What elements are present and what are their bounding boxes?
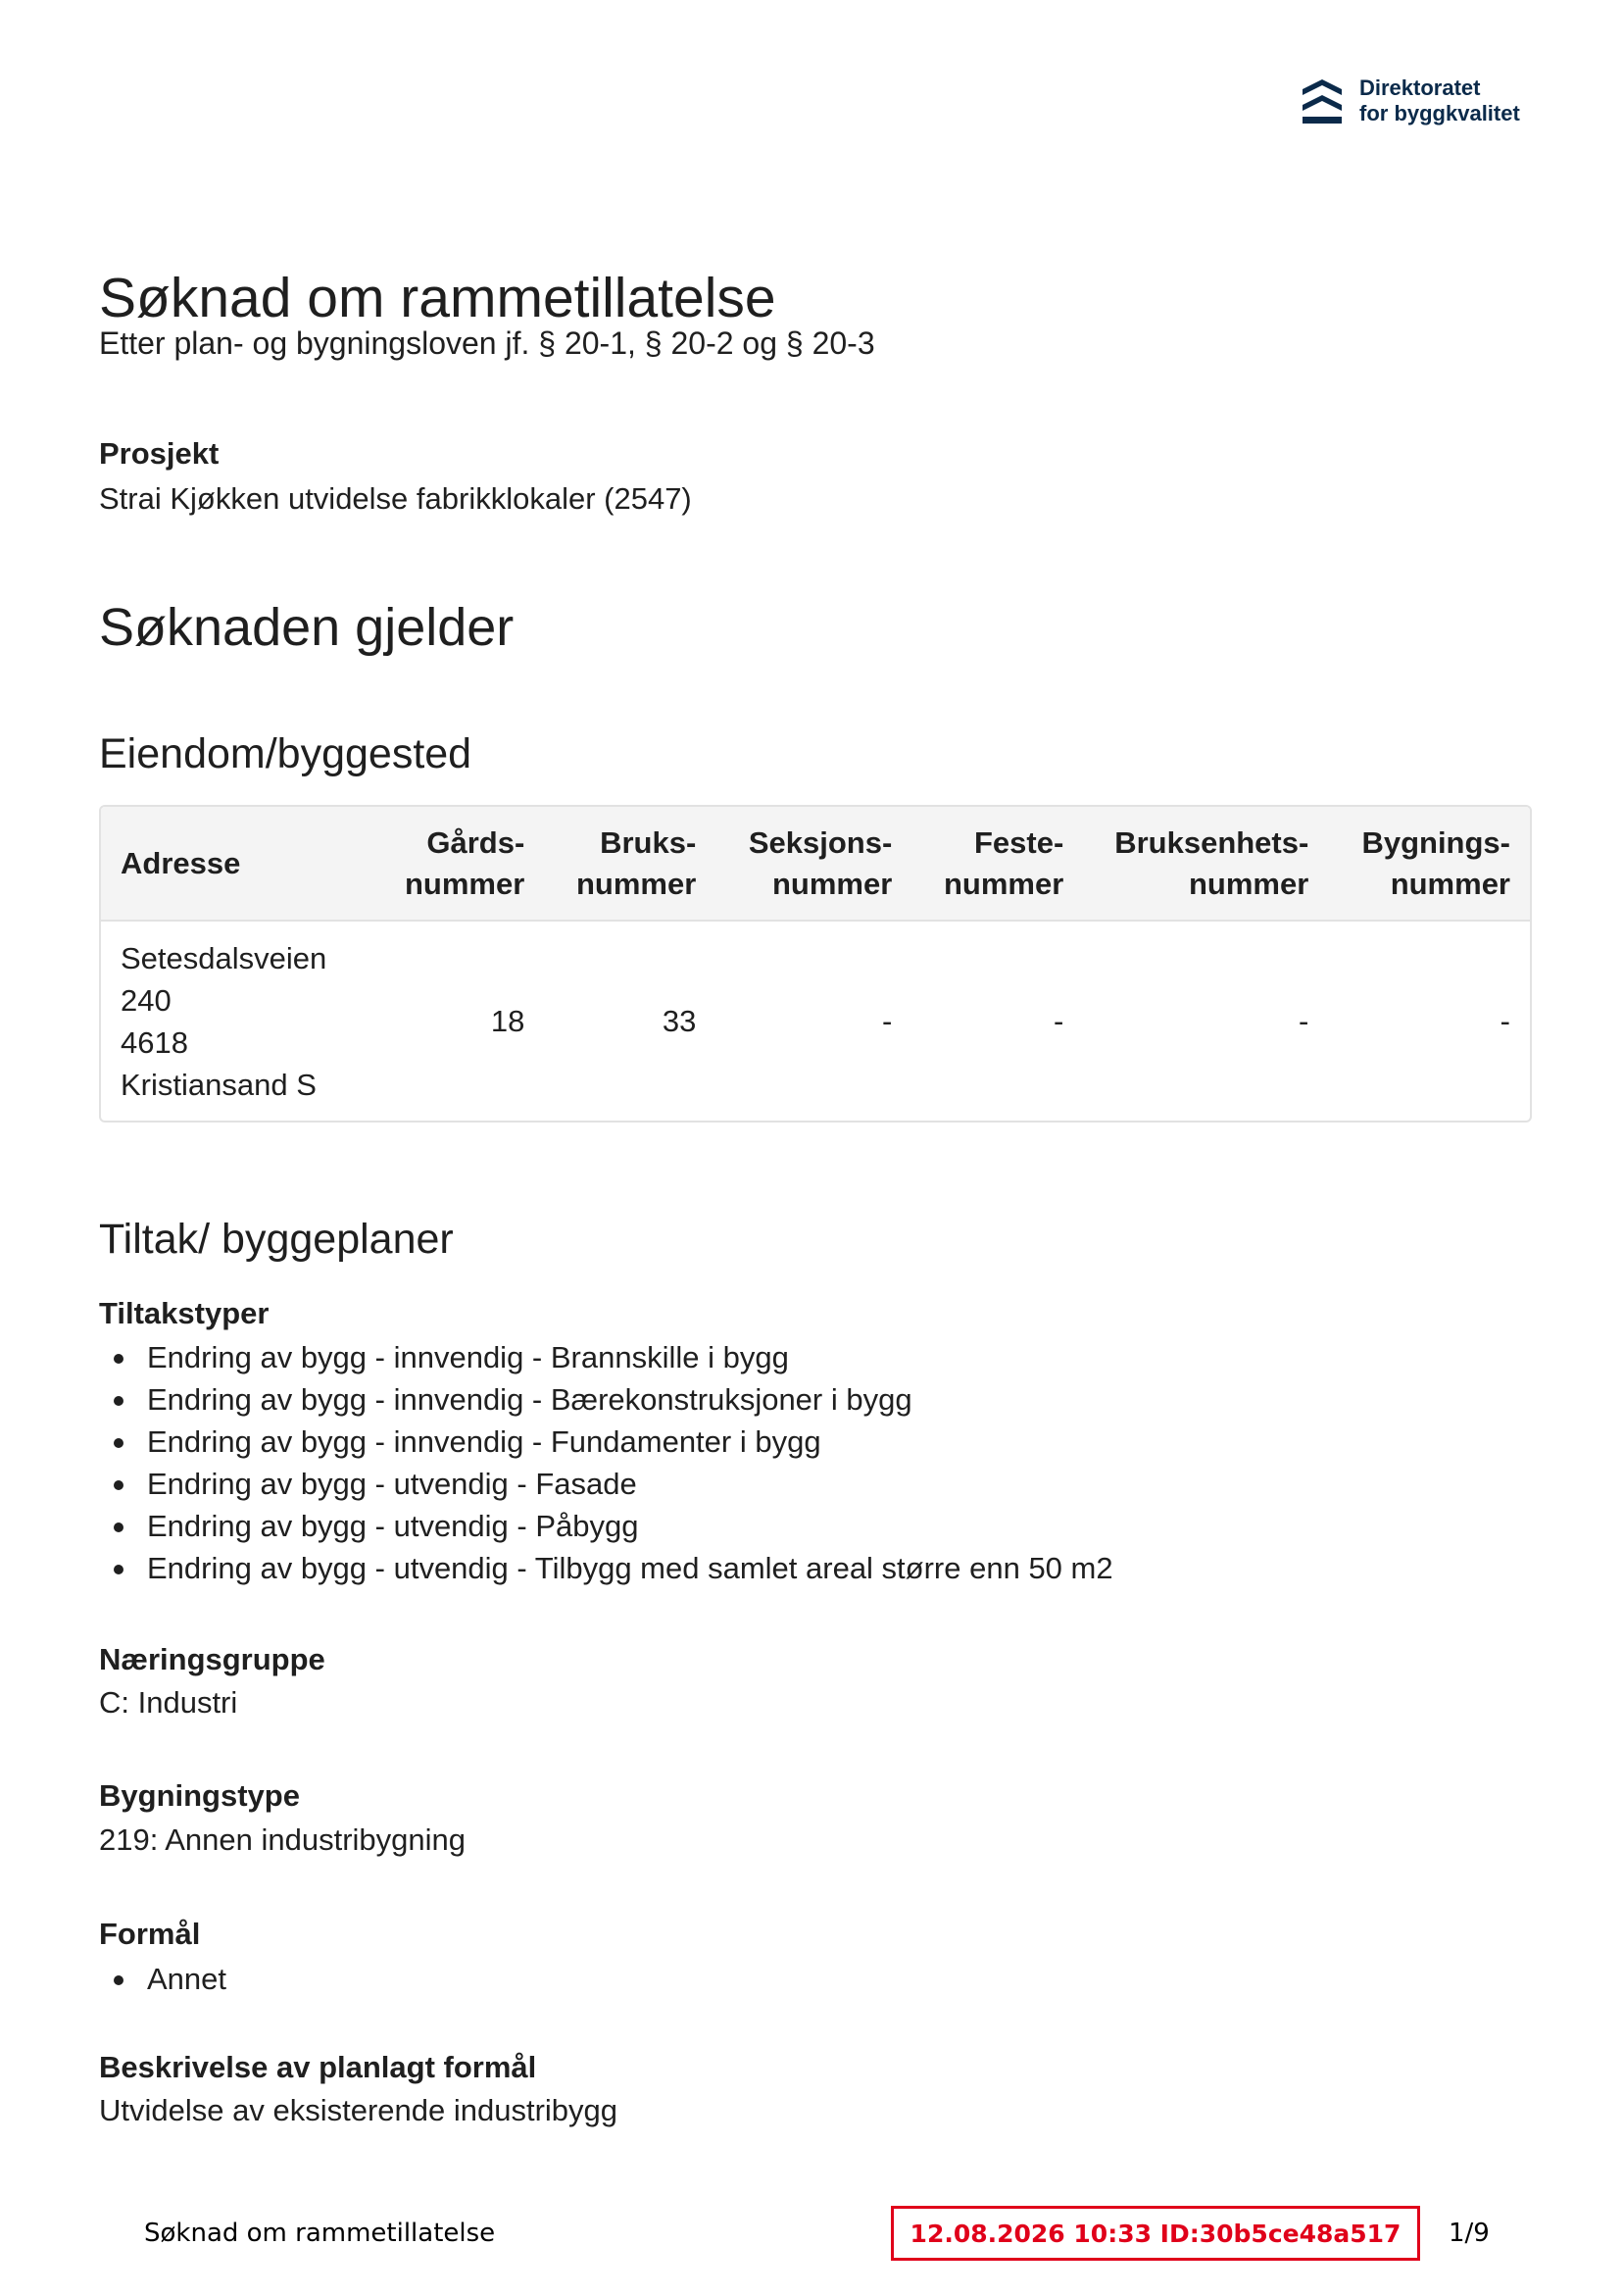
list-item: Endring av bygg - utvendig - Tilbygg med samlet areal større enn 50 m2	[99, 1547, 1113, 1589]
building-type-label: Bygningstype	[99, 1778, 300, 1813]
cell-bygningsnummer: -	[1500, 1004, 1510, 1038]
cell-seksjonsnummer: -	[881, 1004, 893, 1038]
column-header-line2: nummer	[405, 866, 525, 901]
column-header-line1: Feste-	[974, 824, 1064, 860]
column-header-line1: Bruksenhets-	[1114, 824, 1309, 860]
column-header-bruksenhetsnummer	[1083, 807, 1328, 921]
cell-gardsnummer: 18	[490, 1004, 525, 1038]
address-number: 240	[121, 982, 172, 1018]
property-heading: Eiendom/byggested	[99, 730, 472, 777]
measure-types-label: Tiltakstyper	[99, 1296, 270, 1330]
column-header-line1: Gårds-	[426, 824, 525, 860]
project-label: Prosjekt	[99, 436, 220, 471]
column-header-line1: Seksjons-	[748, 824, 893, 860]
logo-line-2: for byggkvalitet	[1359, 101, 1520, 125]
list-item: Endring av bygg - utvendig - Fasade	[99, 1463, 1113, 1505]
column-header-line2: nummer	[1390, 866, 1510, 901]
column-header-line2: nummer	[576, 866, 697, 901]
industry-group-label: Næringsgruppe	[99, 1642, 325, 1676]
column-header-line2: nummer	[944, 866, 1064, 901]
page-number: 1/9	[1449, 2219, 1490, 2248]
property-table	[99, 805, 1532, 1123]
purpose-description-label: Beskrivelse av planlagt formål	[99, 2050, 537, 2084]
purpose-label: Formål	[99, 1917, 201, 1951]
column-header-line1: Bruks-	[600, 824, 697, 860]
document-subtitle: Etter plan- og bygningsloven jf. § 20-1, § 20-2 og § 20-3	[99, 325, 875, 361]
agency-logo	[1301, 75, 1520, 126]
application-heading: Søknaden gjelder	[99, 598, 515, 657]
column-header-gardsnummer	[385, 807, 544, 921]
address-postcode: 4618	[121, 1024, 188, 1060]
list-item: Endring av bygg - innvendig - Bærekonstruksjoner i bygg	[99, 1378, 1113, 1421]
cell-bruksenhetsnummer: -	[1298, 1004, 1309, 1038]
table-row	[101, 921, 1530, 1121]
property-table-header	[101, 807, 1530, 921]
column-header-seksjonsnummer	[715, 807, 911, 921]
cell-bruksnummer: 33	[662, 1004, 697, 1038]
list-item: Annet	[99, 1958, 226, 2000]
purpose-list	[99, 1958, 226, 2000]
logo-text	[1359, 75, 1520, 126]
measure-types-list	[99, 1336, 1113, 1589]
project-value: Strai Kjøkken utvidelse fabrikklokaler (2547)	[99, 481, 692, 516]
column-header-address	[101, 807, 385, 921]
logo-chevrons-icon	[1301, 75, 1344, 126]
industry-group-value: C: Industri	[99, 1685, 238, 1720]
building-type-value: 219: Annen industribygning	[99, 1822, 467, 1857]
logo-line-1: Direktoratet	[1359, 75, 1481, 100]
column-header-bruksnummer	[544, 807, 715, 921]
list-item: Endring av bygg - utvendig - Påbygg	[99, 1505, 1113, 1547]
measures-heading: Tiltak/ byggeplaner	[99, 1216, 454, 1263]
cell-address	[101, 921, 385, 1121]
column-header-festenummer	[911, 807, 1083, 921]
footer-title: Søknad om rammetillatelse	[144, 2219, 496, 2248]
document-title: Søknad om rammetillatelse	[99, 267, 776, 329]
column-header-line1: Bygnings-	[1361, 824, 1510, 860]
list-item: Endring av bygg - innvendig - Brannskille i bygg	[99, 1336, 1113, 1378]
timestamp-id-stamp: 12.08.2026 10:33 ID:30b5ce48a517	[891, 2206, 1420, 2261]
address-city: Kristiansand S	[121, 1067, 317, 1102]
column-header-line2: nummer	[772, 866, 893, 901]
list-item: Endring av bygg - innvendig - Fundamenter i bygg	[99, 1421, 1113, 1463]
address-street: Setesdalsveien	[121, 940, 327, 975]
column-header-bygningsnummer	[1328, 807, 1530, 921]
cell-festenummer: -	[1053, 1004, 1064, 1038]
column-header-address-label: Adresse	[121, 845, 241, 880]
purpose-description-value: Utvidelse av eksisterende industribygg	[99, 2093, 617, 2127]
column-header-line2: nummer	[1189, 866, 1309, 901]
